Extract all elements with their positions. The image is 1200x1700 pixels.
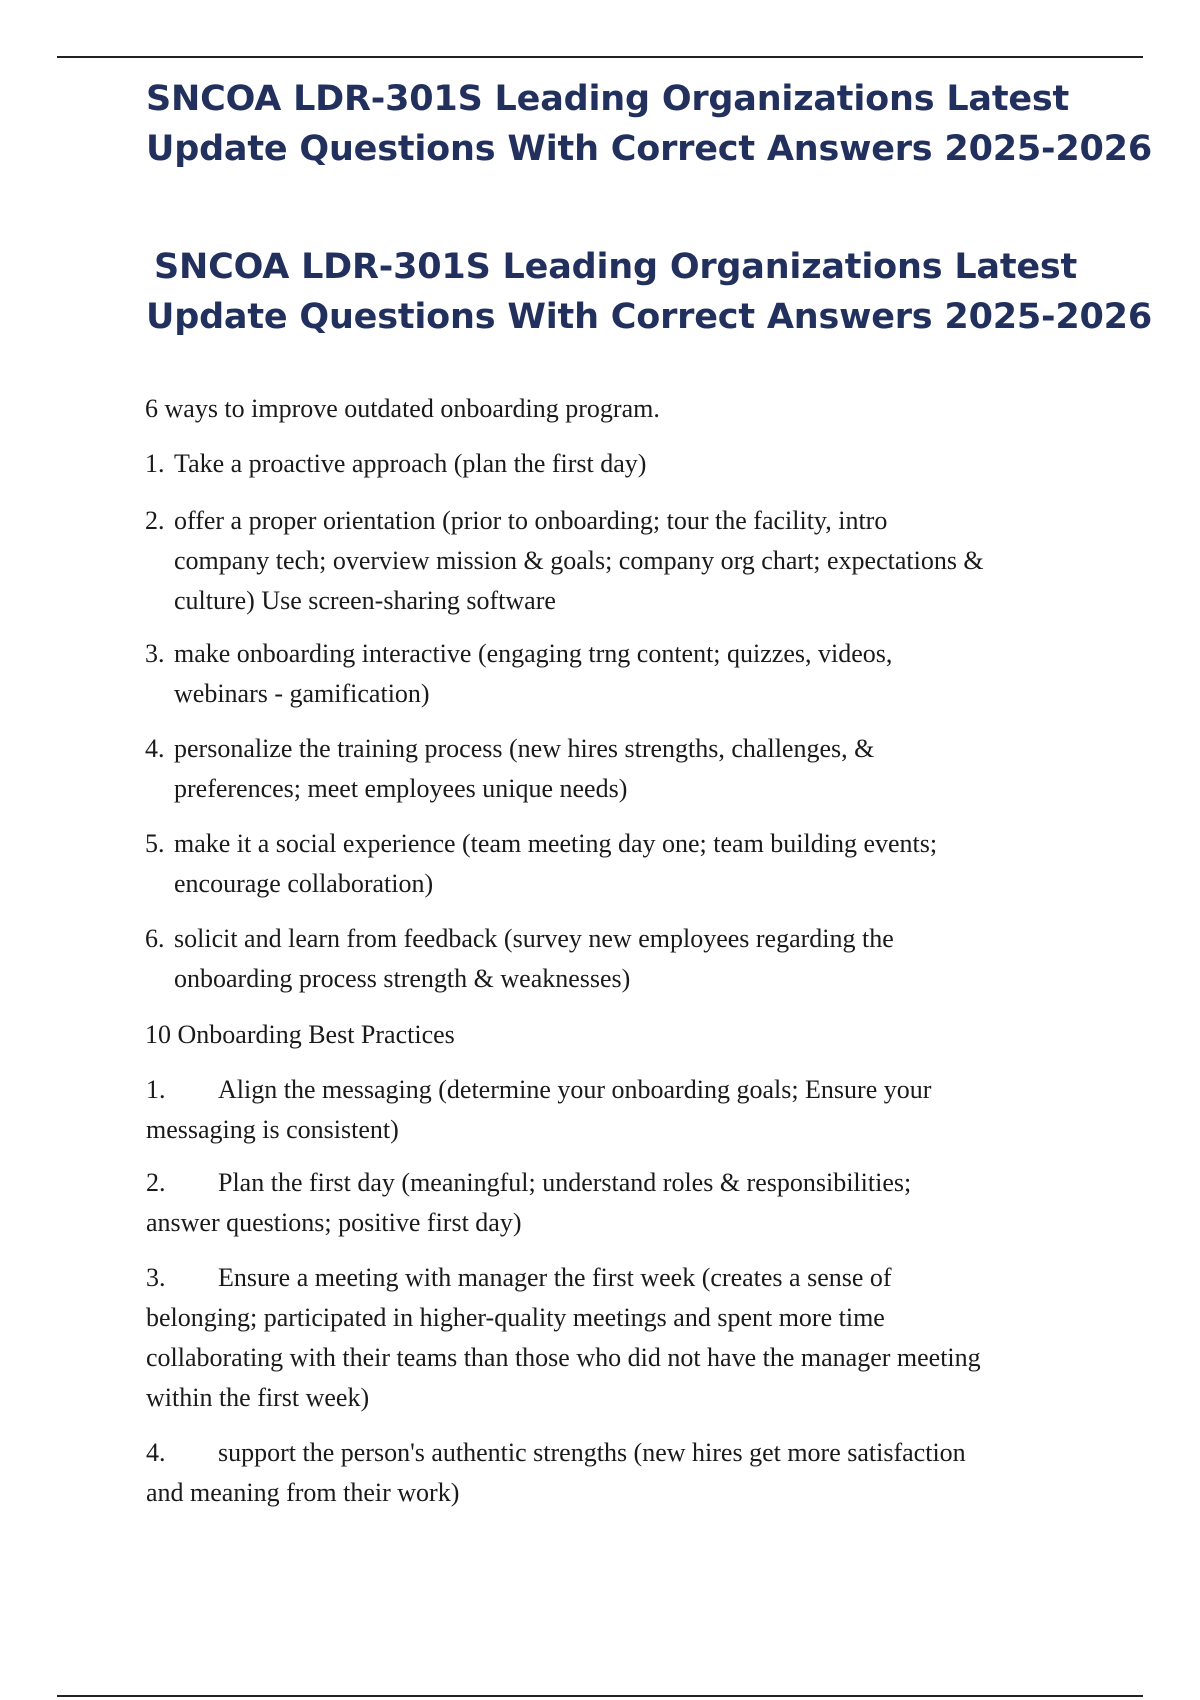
- list-item: [146, 1070, 1086, 1150]
- item-text: Ensure a meeting with manager the first week (creates a sense of: [218, 1263, 892, 1292]
- list-item: [145, 634, 1085, 714]
- title-line: SNCOA LDR-301S Leading Organizations Latest: [146, 79, 1070, 119]
- bottom-rule: [57, 1695, 1143, 1697]
- item-number: 3.: [145, 639, 165, 668]
- item-text: solicit and learn from feedback (survey new employees regarding the: [174, 924, 894, 953]
- item-number: 2.: [146, 1168, 166, 1197]
- item-text: within the first week): [146, 1383, 370, 1412]
- item-number: 4.: [145, 734, 165, 763]
- document-title: [146, 74, 1152, 174]
- item-text: offer a proper orientation (prior to onboarding; tour the facility, intro: [174, 506, 888, 535]
- list-item: [145, 919, 1085, 999]
- item-text: onboarding process strength & weaknesses): [174, 964, 631, 993]
- item-text: Align the messaging (determine your onboarding goals; Ensure your: [218, 1075, 932, 1104]
- item-text: make it a social experience (team meeting day one; team building events;: [174, 829, 938, 858]
- list-item: [146, 1433, 1086, 1513]
- list-item: [145, 501, 1085, 621]
- item-number: 3.: [146, 1263, 166, 1292]
- subtitle-line: Update Questions With Correct Answers 2025-2026: [146, 297, 1152, 337]
- item-text: webinars - gamification): [174, 679, 430, 708]
- item-text: belonging; participated in higher-quality meetings and spent more time: [146, 1303, 885, 1332]
- item-text: make onboarding interactive (engaging trng content; quizzes, videos,: [174, 639, 893, 668]
- item-number: 2.: [145, 506, 165, 535]
- title-line: Update Questions With Correct Answers 2025-2026: [146, 129, 1152, 169]
- list-item: [145, 444, 1085, 484]
- item-number: 4.: [146, 1438, 166, 1467]
- list-item: [145, 824, 1085, 904]
- item-text: support the person's authentic strengths (new hires get more satisfaction: [218, 1438, 966, 1467]
- item-text: collaborating with their teams than those who did not have the manager meeting: [146, 1343, 981, 1372]
- item-text: messaging is consistent): [146, 1115, 399, 1144]
- section-title-best-practices: 10 Onboarding Best Practices: [145, 1020, 455, 1049]
- item-number: 1.: [146, 1075, 166, 1104]
- item-text: culture) Use screen-sharing software: [174, 586, 556, 615]
- item-text: personalize the training process (new hires strengths, challenges, &: [174, 734, 875, 763]
- list-item: [145, 729, 1085, 809]
- item-text: answer questions; positive first day): [146, 1208, 522, 1237]
- list-item: [146, 1163, 1086, 1243]
- list-item: [146, 1258, 1086, 1418]
- item-text: Plan the first day (meaningful; understand roles & responsibilities;: [218, 1168, 912, 1197]
- document-subtitle: [146, 242, 1152, 342]
- item-text: company tech; overview mission & goals; company org chart; expectations &: [174, 546, 984, 575]
- item-text: encourage collaboration): [174, 869, 434, 898]
- top-rule: [57, 56, 1143, 58]
- item-number: 6.: [145, 924, 165, 953]
- section-title-onboarding-ways: 6 ways to improve outdated onboarding program.: [145, 394, 660, 423]
- subtitle-line: SNCOA LDR-301S Leading Organizations Latest: [154, 247, 1078, 287]
- item-text: preferences; meet employees unique needs): [174, 774, 628, 803]
- item-number: 1.: [145, 449, 165, 478]
- item-text: Take a proactive approach (plan the first day): [174, 449, 647, 478]
- item-number: 5.: [145, 829, 165, 858]
- item-text: and meaning from their work): [146, 1478, 460, 1507]
